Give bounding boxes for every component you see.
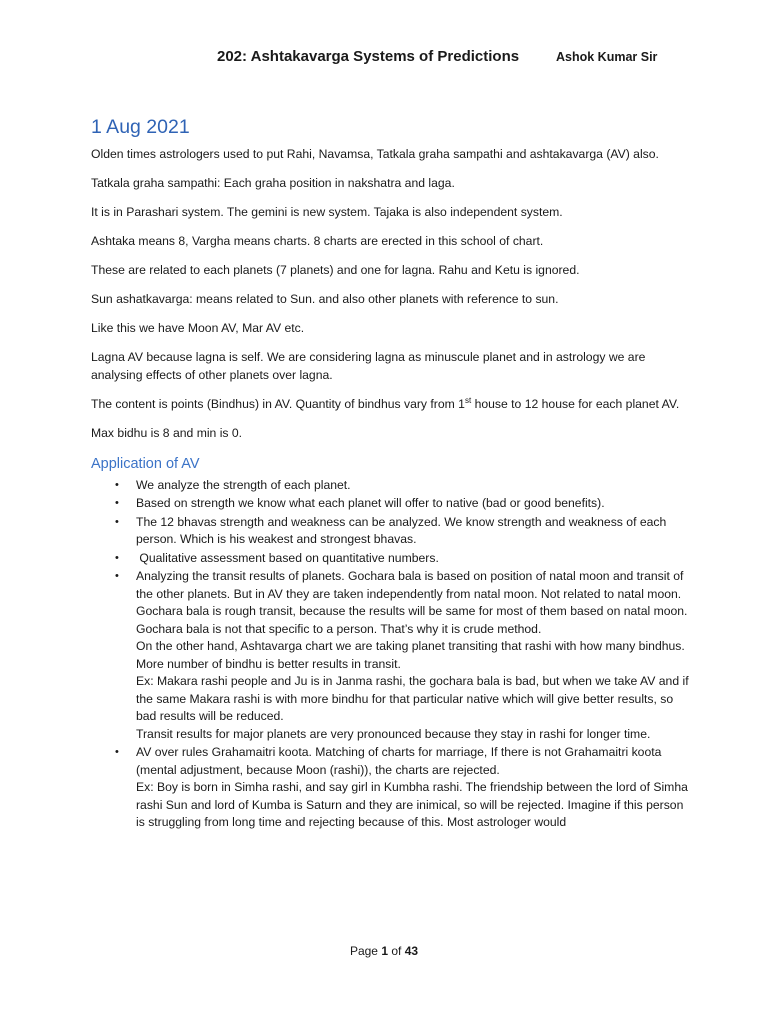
- list-item-text: More number of bindhu is better results in transit.: [136, 656, 401, 671]
- bullet-icon: •: [115, 746, 119, 758]
- list-item-text: Ex: Boy is born in Simha rashi, and say girl in Kumbha rashi. The friendship between the lord of Simha rashi Sun and lord of Kumba is Saturn and they are inimical, so will be rejected. Imagine if this person is struggling from long time and rejecting because of this. Most astrologer would: [136, 780, 688, 829]
- bullet-icon: •: [115, 478, 119, 491]
- list-item-text: AV over rules Grahamaitri koota. Matching of charts for marriage, If there is not Grahamaitri koota (mental adjustment, because Moon (rashi)), the charts are rejected.: [136, 745, 662, 777]
- bullet-icon: •: [115, 570, 119, 582]
- bullet-icon: •: [115, 497, 119, 509]
- document-body: [91, 114, 691, 833]
- application-list: [91, 477, 691, 832]
- bindhu-points-paragraph: [91, 396, 691, 414]
- section-heading: Application of AV: [91, 455, 200, 472]
- list-item: [91, 495, 691, 513]
- document-title: 202: Ashtakavarga Systems of Predictions: [217, 48, 520, 65]
- paragraph: These are related to each planets (7 planets) and one for lagna. Rahu and Ketu is ignored.: [91, 263, 580, 277]
- paragraph: Sun ashatkavarga: means related to Sun. and also other planets with reference to sun.: [91, 292, 559, 306]
- page-of-label: of: [388, 944, 405, 958]
- bullet-icon: •: [115, 515, 119, 528]
- list-item: [91, 550, 691, 568]
- paragraph: Lagna AV because lagna is self. We are considering lagna as minuscule planet and in astrology we are analysing effects of other planets over lagna.: [91, 350, 646, 382]
- list-item-transit: [91, 568, 691, 743]
- page-header: [0, 48, 768, 70]
- paragraph: Ashtaka means 8, Vargha means charts. 8 charts are erected in this school of chart.: [91, 234, 544, 248]
- date-heading: 1 Aug 2021: [91, 116, 190, 138]
- list-item-text: Analyzing the transit results of planets. Gochara bala is based on position of natal moon and transit of the other planets. But in AV they are taken independently from natal moon. Not related to natal moon. Gochara bala is rough transit, because the results will be same for most of them based on natal moon. Gochara bala is not that specific to a person. That’s why it is crude method.: [136, 569, 688, 636]
- paragraph: Like this we have Moon AV, Mar AV etc.: [91, 321, 305, 335]
- list-item-text: Transit results for major planets are very pronounced because they stay in rashi for longer time.: [136, 726, 651, 741]
- list-item-text: Ex: Makara rashi people and Ju is in Janma rashi, the gochara bala is bad, but when we take AV and if the same Makara rashi is with more bindhu for that particular native which will give better results, so bad results will be reduced.: [136, 674, 689, 723]
- paragraph: It is in Parashari system. The gemini is new system. Tajaka is also independent system.: [91, 205, 563, 219]
- list-item-text: We analyze the strength of each planet.: [136, 477, 351, 492]
- list-item: [91, 477, 691, 495]
- list-item-text: The 12 bhavas strength and weakness can be analyzed. We know strength and weakness of each person. Which is his weakest and strongest bhavas.: [136, 514, 667, 546]
- list-item-text: On the other hand, Ashtavarga chart we are taking planet transiting that rashi with how many bindhus.: [136, 639, 685, 653]
- list-item-text: Based on strength we know what each planet will offer to native (bad or good benefits).: [136, 496, 605, 510]
- paragraph-text: house to 12 house for each planet AV.: [471, 396, 680, 411]
- list-item: [91, 514, 691, 549]
- page-footer: [0, 944, 768, 958]
- page-label: Page: [349, 944, 382, 958]
- paragraph: Tatkala graha sampathi: Each graha position in nakshatra and laga.: [91, 176, 455, 190]
- paragraph-text: The content is points (Bindhus) in AV. Quantity of bindhus vary from 1: [91, 396, 465, 411]
- bullet-icon: •: [115, 551, 119, 564]
- document-author: Ashok Kumar Sir: [556, 50, 658, 64]
- ordinal-suffix: st: [464, 395, 472, 405]
- list-item-text: Qualitative assessment based on quantitative numbers.: [136, 550, 439, 565]
- paragraph: Olden times astrologers used to put Rahi, Navamsa, Tatkala graha sampathi and ashtakavarga (AV) also.: [91, 147, 659, 161]
- max-bindhu-paragraph: Max bidhu is 8 and min is 0.: [91, 425, 243, 440]
- total-pages: 43: [404, 944, 419, 958]
- page-number: 1: [381, 944, 388, 958]
- list-item-koota: [91, 744, 691, 832]
